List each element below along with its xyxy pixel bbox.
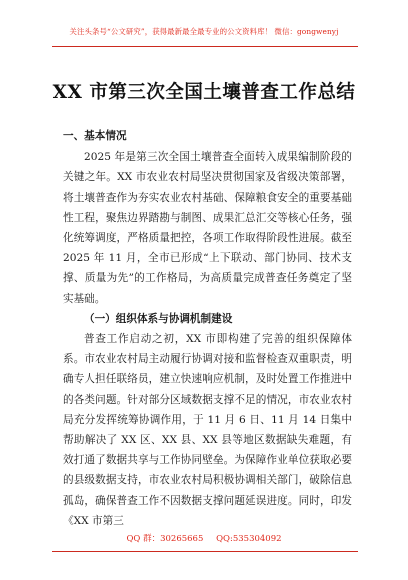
footer-qq-group: QQ 群：30265665 [126, 534, 204, 544]
subsection-heading-organization: （一）组织体系与协调机制建设 [84, 312, 233, 325]
header-divider [52, 46, 358, 47]
document-title: XX 市第三次全国土壤普查工作总结 [52, 82, 356, 103]
paragraph: 2025 年是第三次全国土壤普查全面转入成果编制阶段的关键之年。XX 市农业农村局坚决贯彻国家及省级决策部署，将土壤普查作为夯实农业农村基础、保障粮食安全的重要基础性工程，聚焦边界踏勘与制图、成果汇总汇交等核心任务，强化统筹调度，严格质量把控，各项工作取得阶段性进展。截至 2025 年 11 月，全市已形成“上下联动、部门协同、技术支撑、质量为先”的工作格局，为高质量完成普查任务奠定了坚实基础。 [63, 151, 352, 305]
section-heading-basic-situation: 一、基本情况 [63, 130, 127, 142]
footer-qq-number: QQ:535304092 [216, 534, 282, 544]
footer-divider [52, 551, 358, 552]
paragraph: 普查工作启动之初，XX 市即构建了完善的组织保障体系。市农业农村局主动履行协调对接和监督检查双重职责，明确专人担任联络员，建立快速响应机制，及时处置工作推进中的各类问题。针对部分区域数据支撑不足的情况，市农业农村局充分发挥统筹协调作用，于 11 月 6 日、11 月 14 日集中帮助解决了 XX 区、XX 县、XX 县等地区数据缺失难题，有效打通了数据共享与工作协同壁垒。为保障作业单位获取必要的县级数据支持，市农业农村局积极协调相关部门，破除信息孤岛，确保普查工作不因数据支撑问题延误进度。同时，印发《XX 市第三 [63, 333, 352, 527]
document-body [63, 126, 352, 531]
header-note: 关注头条号“公文研究”，获得最新最全最专业的公文资料库！ 微信：gongwenyj [69, 27, 339, 36]
footer-contact [0, 532, 408, 544]
